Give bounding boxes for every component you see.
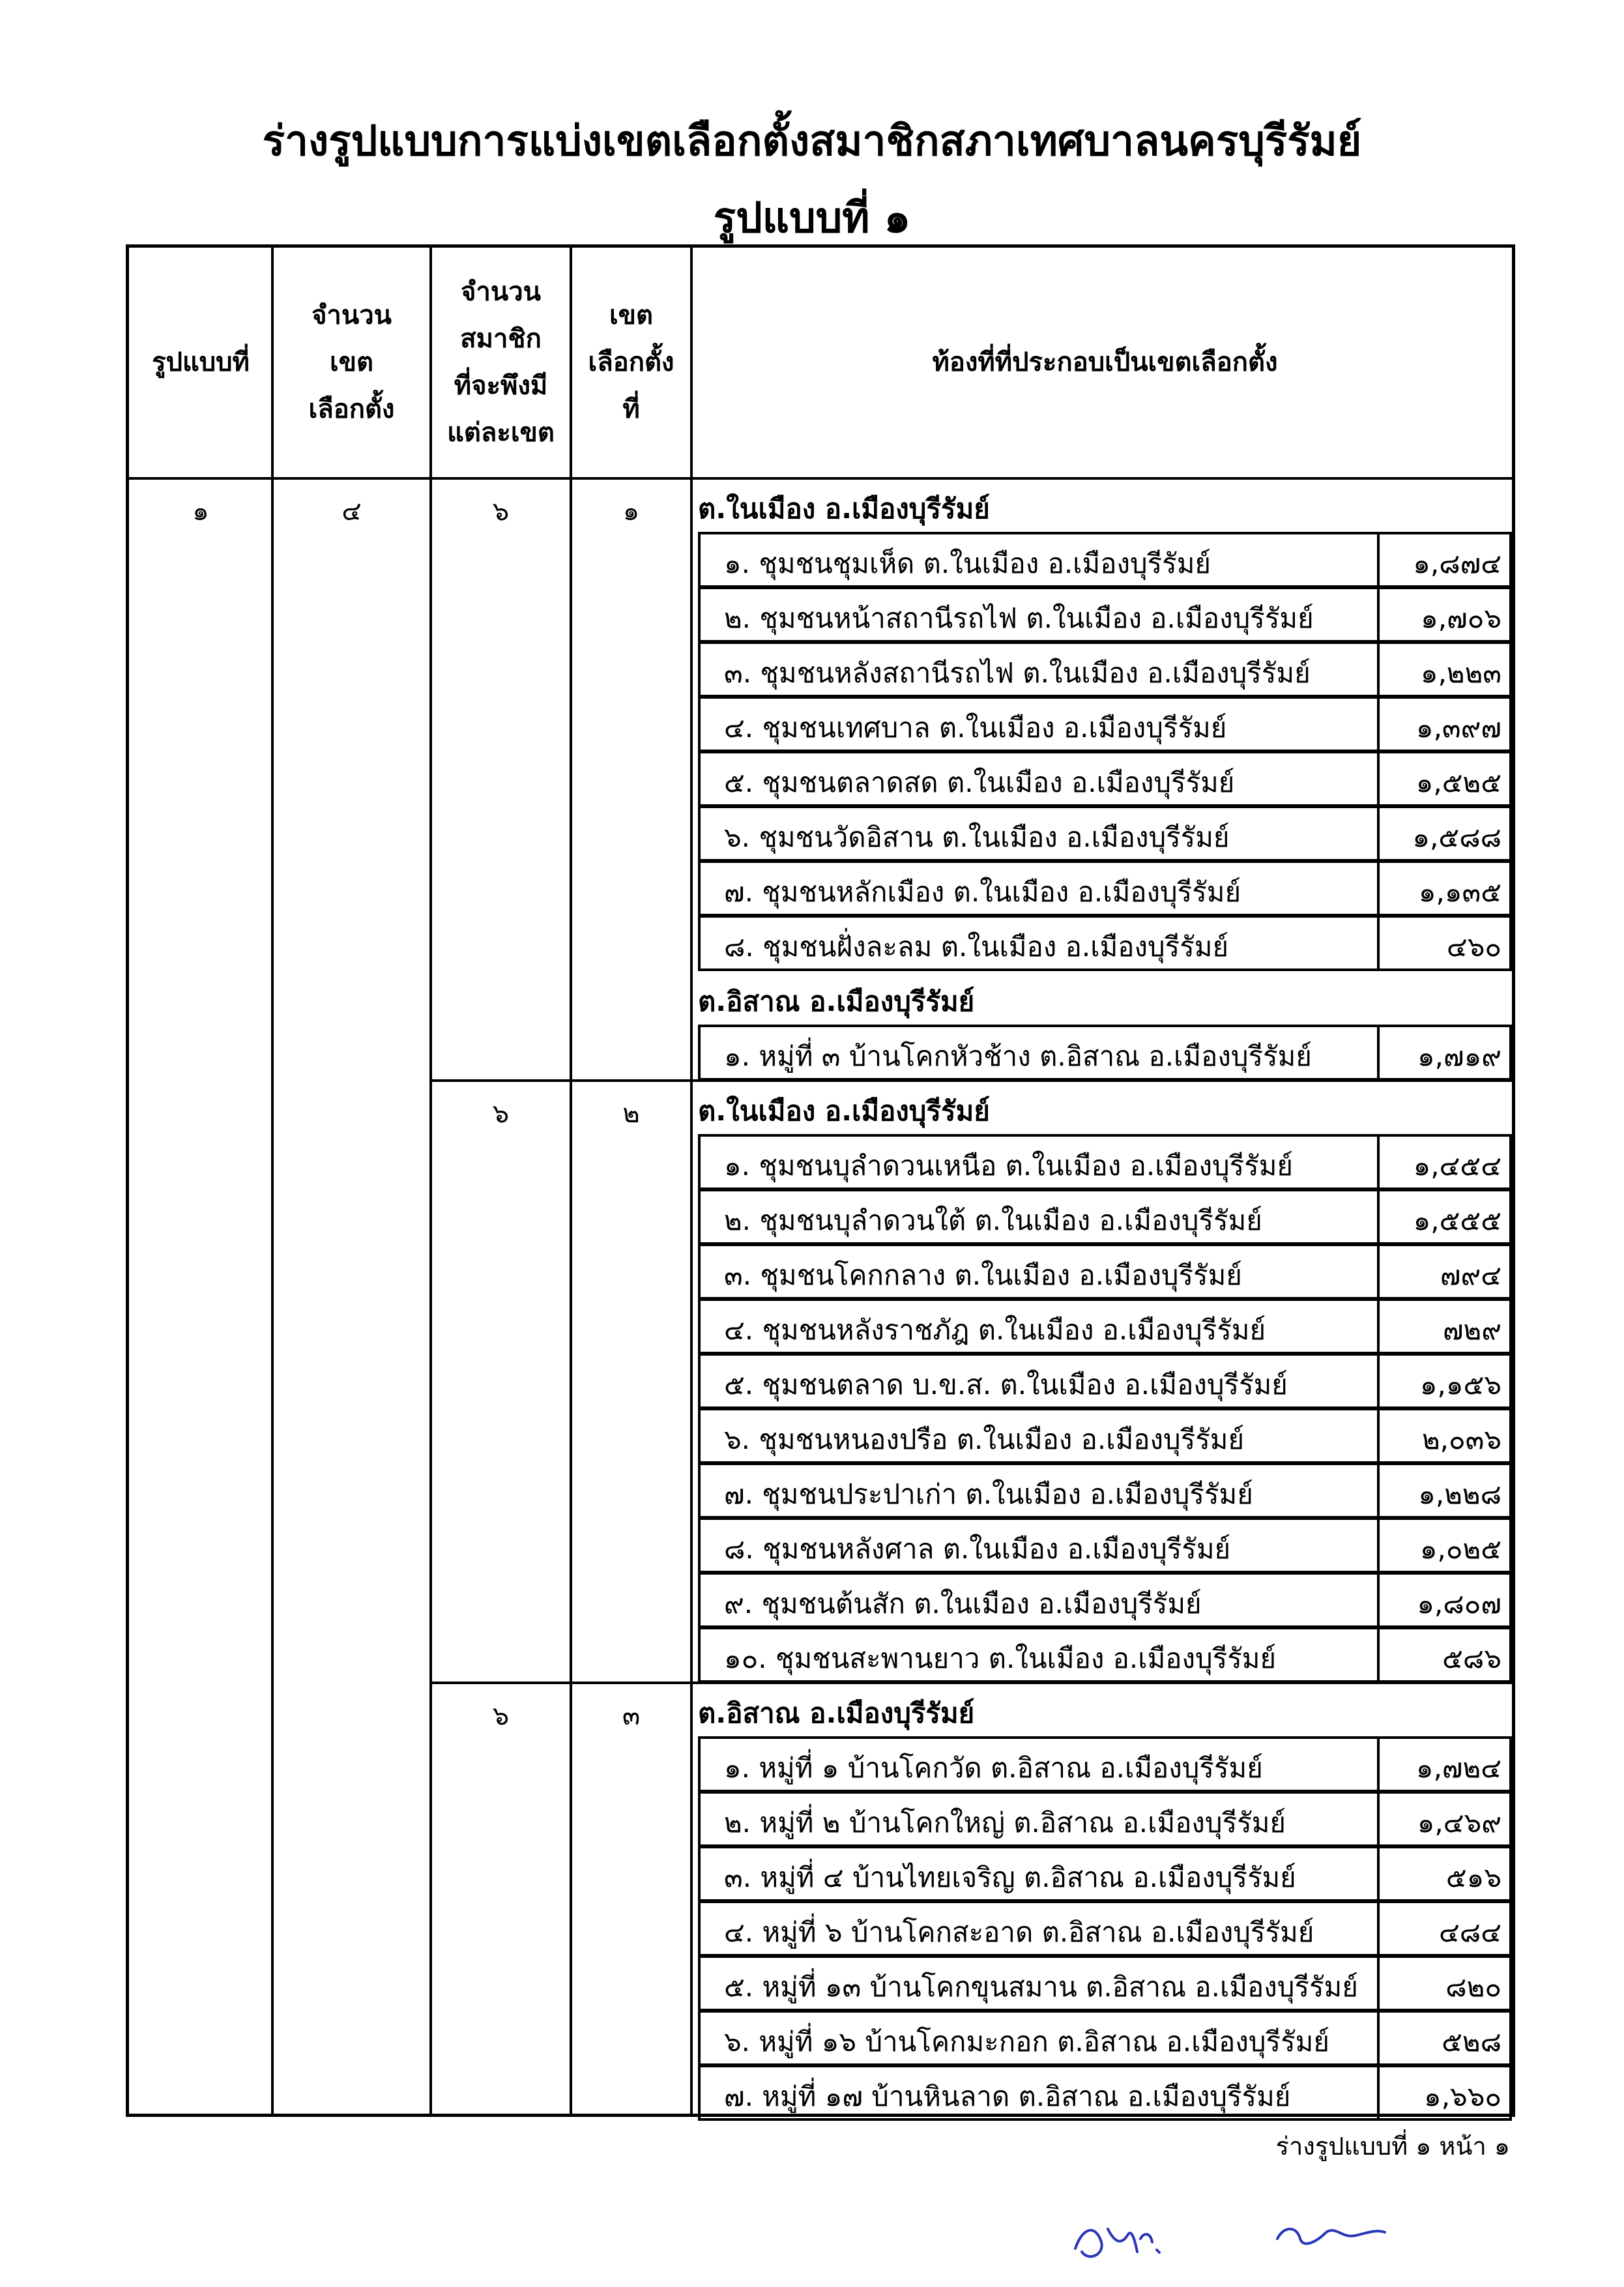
community-name: ๔. ชุมชนเทศบาล ต.ในเมือง อ.เมืองบุรีรัมย์ (724, 712, 1227, 744)
count-divider (1377, 1627, 1380, 1683)
community-name: ๑. ชุมชนบุลำดวนเหนือ ต.ในเมือง อ.เมืองบุรีรัมย์ (724, 1150, 1294, 1182)
voter-count: ๑,๘๗๔ (1413, 547, 1501, 579)
community-name: ๓. ชุมชนโคกกลาง ต.ในเมือง อ.เมืองบุรีรัมย์ (724, 1259, 1242, 1291)
count-divider (1377, 1353, 1380, 1409)
header-model (129, 248, 272, 477)
count-divider (1377, 2010, 1380, 2066)
members-value: ๖ (492, 1099, 510, 1129)
community-name: ๑. หมู่ที่ ๓ บ้านโคกหัวช้าง ต.อิสาณ อ.เมืองบุรีรัมย์ (724, 1040, 1312, 1072)
document-title: ร่างรูปแบบการแบ่งเขตเลือกตั้งสมาชิกสภาเทศบาลนครบุรีรัมย์ (262, 117, 1362, 166)
voter-count: ๑,๗๐๖ (1421, 602, 1501, 634)
voter-count: ๑,๒๒๘ (1418, 1478, 1501, 1510)
community-name: ๑๐. ชุมชนสะพานยาว ต.ในเมือง อ.เมืองบุรีรัมย์ (724, 1642, 1277, 1674)
header-district-no-line: ที่ (622, 394, 640, 424)
handwritten-signature (1069, 2203, 1434, 2275)
page-footer: ร่างรูปแบบที่ ๑ หน้า ๑ (1275, 2132, 1510, 2161)
count-divider (1377, 2065, 1380, 2121)
members-value: ๖ (492, 1701, 510, 1731)
community-name: ๕. หมู่ที่ ๑๓ บ้านโคกขุนสมาน ต.อิสาณ อ.เมืองบุรีรัมย์ (724, 1971, 1358, 2003)
voter-count: ๑,๑๕๖ (1419, 1369, 1501, 1401)
header-district-no-line: เลือกตั้ง (588, 347, 674, 377)
count-divider (1377, 1189, 1380, 1245)
header-num-districts-line: จำนวน (311, 300, 392, 330)
subdistrict-label: ต.ในเมือง อ.เมืองบุรีรัมย์ (698, 1095, 990, 1127)
community-name: ๔. ชุมชนหลังราชภัฎ ต.ในเมือง อ.เมืองบุรีรัมย์ (724, 1314, 1266, 1346)
count-divider (1377, 1298, 1380, 1354)
header-members-per-district (431, 248, 571, 477)
count-divider (1377, 1025, 1380, 1081)
count-divider (1377, 696, 1380, 752)
count-divider (1377, 806, 1380, 862)
header-divider (129, 477, 1512, 480)
district-table (126, 244, 1515, 2117)
voter-count: ๑,๗๒๔ (1415, 1752, 1501, 1784)
community-name: ๒. ชุมชนบุลำดวนใต้ ต.ในเมือง อ.เมืองบุรีรัมย์ (724, 1204, 1262, 1236)
subdistrict-label: ต.อิสาณ อ.เมืองบุรีรัมย์ (698, 985, 975, 1017)
district-separator (431, 1682, 1512, 1684)
header-area-line: ท้องที่ที่ประกอบเป็นเขตเลือกตั้ง (932, 347, 1278, 377)
community-name: ๗. ชุมชนหลักเมือง ต.ในเมือง อ.เมืองบุรีรัมย์ (724, 876, 1241, 908)
num-districts-value: ๔ (341, 497, 362, 527)
header-members-per-district-line: สมาชิก (460, 324, 542, 354)
community-name: ๕. ชุมชนตลาดสด ต.ในเมือง อ.เมืองบุรีรัมย์ (724, 766, 1235, 798)
district-number: ๓ (622, 1701, 641, 1731)
community-name: ๓. หมู่ที่ ๔ บ้านไทยเจริญ ต.อิสาณ อ.เมืองบุรีรัมย์ (724, 1861, 1296, 1893)
header-model-line: รูปแบบที่ (152, 347, 250, 377)
community-name: ๒. หมู่ที่ ๒ บ้านโคกใหญ่ ต.อิสาณ อ.เมืองบุรีรัมย์ (724, 1807, 1286, 1839)
count-divider (1377, 751, 1380, 807)
voter-count: ๑,๓๙๗ (1415, 712, 1501, 744)
count-divider (1377, 1463, 1380, 1519)
voter-count: ๑,๕๘๘ (1412, 821, 1501, 853)
count-divider (1377, 532, 1380, 588)
document-subtitle: รูปแบบที่ ๑ (713, 194, 911, 242)
community-name: ๘. ชุมชนฝั่งละลม ต.ในเมือง อ.เมืองบุรีรัมย์ (724, 931, 1229, 963)
count-divider (1377, 641, 1380, 697)
header-num-districts-line: เขต (330, 347, 373, 377)
members-value: ๖ (492, 497, 510, 527)
voter-count: ๕๒๘ (1442, 2026, 1501, 2058)
community-name: ๔. หมู่ที่ ๖ บ้านโคกสะอาด ต.อิสาณ อ.เมืองบุรีรัมย์ (724, 1916, 1314, 1948)
count-divider (1377, 860, 1380, 916)
voter-count: ๑,๔๖๙ (1417, 1807, 1501, 1839)
voter-count: ๑,๕๒๕ (1415, 766, 1501, 798)
count-divider (1377, 1134, 1380, 1190)
community-name: ๑. หมู่ที่ ๑ บ้านโคกวัด ต.อิสาณ อ.เมืองบุรีรัมย์ (724, 1752, 1263, 1784)
header-area (691, 248, 1518, 477)
voter-count: ๔๖๐ (1446, 931, 1501, 963)
count-divider (1377, 1244, 1380, 1300)
header-members-per-district-line: ที่จะพึงมี (454, 371, 548, 401)
voter-count: ๕๘๖ (1442, 1642, 1501, 1674)
community-name: ๓. ชุมชนหลังสถานีรถไฟ ต.ในเมือง อ.เมืองบุรีรัมย์ (724, 657, 1311, 689)
voter-count: ๑,๒๒๓ (1420, 657, 1501, 689)
voter-count: ๗๒๙ (1442, 1314, 1501, 1346)
community-name: ๗. หมู่ที่ ๑๗ บ้านหินลาด ต.อิสาณ อ.เมืองบุรีรัมย์ (724, 2080, 1291, 2112)
voter-count: ๕๑๖ (1445, 1861, 1501, 1893)
count-divider (1377, 1846, 1380, 1902)
voter-count: ๑,๖๖๐ (1424, 2080, 1501, 2112)
subdistrict-label: ต.อิสาณ อ.เมืองบุรีรัมย์ (698, 1697, 975, 1729)
community-name: ๖. ชุมชนหนองปรือ ต.ในเมือง อ.เมืองบุรีรัมย์ (724, 1423, 1245, 1455)
subdistrict-label: ต.ในเมือง อ.เมืองบุรีรัมย์ (698, 493, 990, 525)
district-number: ๒ (622, 1099, 640, 1129)
count-divider (1377, 915, 1380, 971)
voter-count: ๘๒๐ (1445, 1971, 1501, 2003)
voter-count: ๑,๑๓๕ (1418, 876, 1501, 908)
header-district-no (571, 248, 691, 477)
count-divider (1377, 1901, 1380, 1957)
community-name: ๙. ชุมชนต้นสัก ต.ในเมือง อ.เมืองบุรีรัมย์ (724, 1588, 1202, 1620)
voter-count: ๑,๔๕๔ (1413, 1150, 1501, 1182)
community-name: ๒. ชุมชนหน้าสถานีรถไฟ ต.ในเมือง อ.เมืองบุรีรัมย์ (724, 602, 1314, 634)
count-divider (1377, 1408, 1380, 1464)
header-district-no-line: เขต (609, 300, 653, 330)
count-divider (1377, 1736, 1380, 1792)
voter-count: ๗๙๔ (1440, 1259, 1501, 1291)
community-name: ๖. หมู่ที่ ๑๖ บ้านโคกมะกอก ต.อิสาณ อ.เมืองบุรีรัมย์ (724, 2026, 1329, 2058)
header-members-per-district-line: จำนวน (460, 277, 542, 307)
voter-count: ๑,๗๑๙ (1417, 1040, 1501, 1072)
count-divider (1377, 1572, 1380, 1628)
model-number: ๑ (192, 497, 209, 527)
community-name: ๖. ชุมชนวัดอิสาน ต.ในเมือง อ.เมืองบุรีรัมย์ (724, 821, 1230, 853)
header-num-districts (272, 248, 431, 477)
district-separator (431, 1079, 1512, 1082)
count-divider (1377, 1791, 1380, 1847)
community-name: ๘. ชุมชนหลังศาล ต.ในเมือง อ.เมืองบุรีรัมย์ (724, 1533, 1231, 1565)
community-name: ๗. ชุมชนประปาเก่า ต.ในเมือง อ.เมืองบุรีรัมย์ (724, 1478, 1253, 1510)
count-divider (1377, 1955, 1380, 2011)
header-members-per-district-line: แต่ละเขต (447, 418, 555, 448)
voter-count: ๑,๘๐๗ (1417, 1588, 1501, 1620)
voter-count: ๔๘๔ (1439, 1916, 1501, 1948)
community-name: ๕. ชุมชนตลาด บ.ข.ส. ต.ในเมือง อ.เมืองบุรีรัมย์ (724, 1369, 1288, 1401)
community-name: ๑. ชุมชนชุมเห็ด ต.ในเมือง อ.เมืองบุรีรัมย์ (724, 547, 1211, 579)
voter-count: ๑,๕๕๕ (1413, 1204, 1501, 1236)
count-divider (1377, 1517, 1380, 1573)
count-divider (1377, 587, 1380, 643)
district-number: ๑ (622, 497, 640, 527)
voter-count: ๑,๐๒๕ (1419, 1533, 1501, 1565)
header-num-districts-line: เลือกตั้ง (308, 394, 395, 424)
voter-count: ๒,๐๓๖ (1421, 1423, 1501, 1455)
